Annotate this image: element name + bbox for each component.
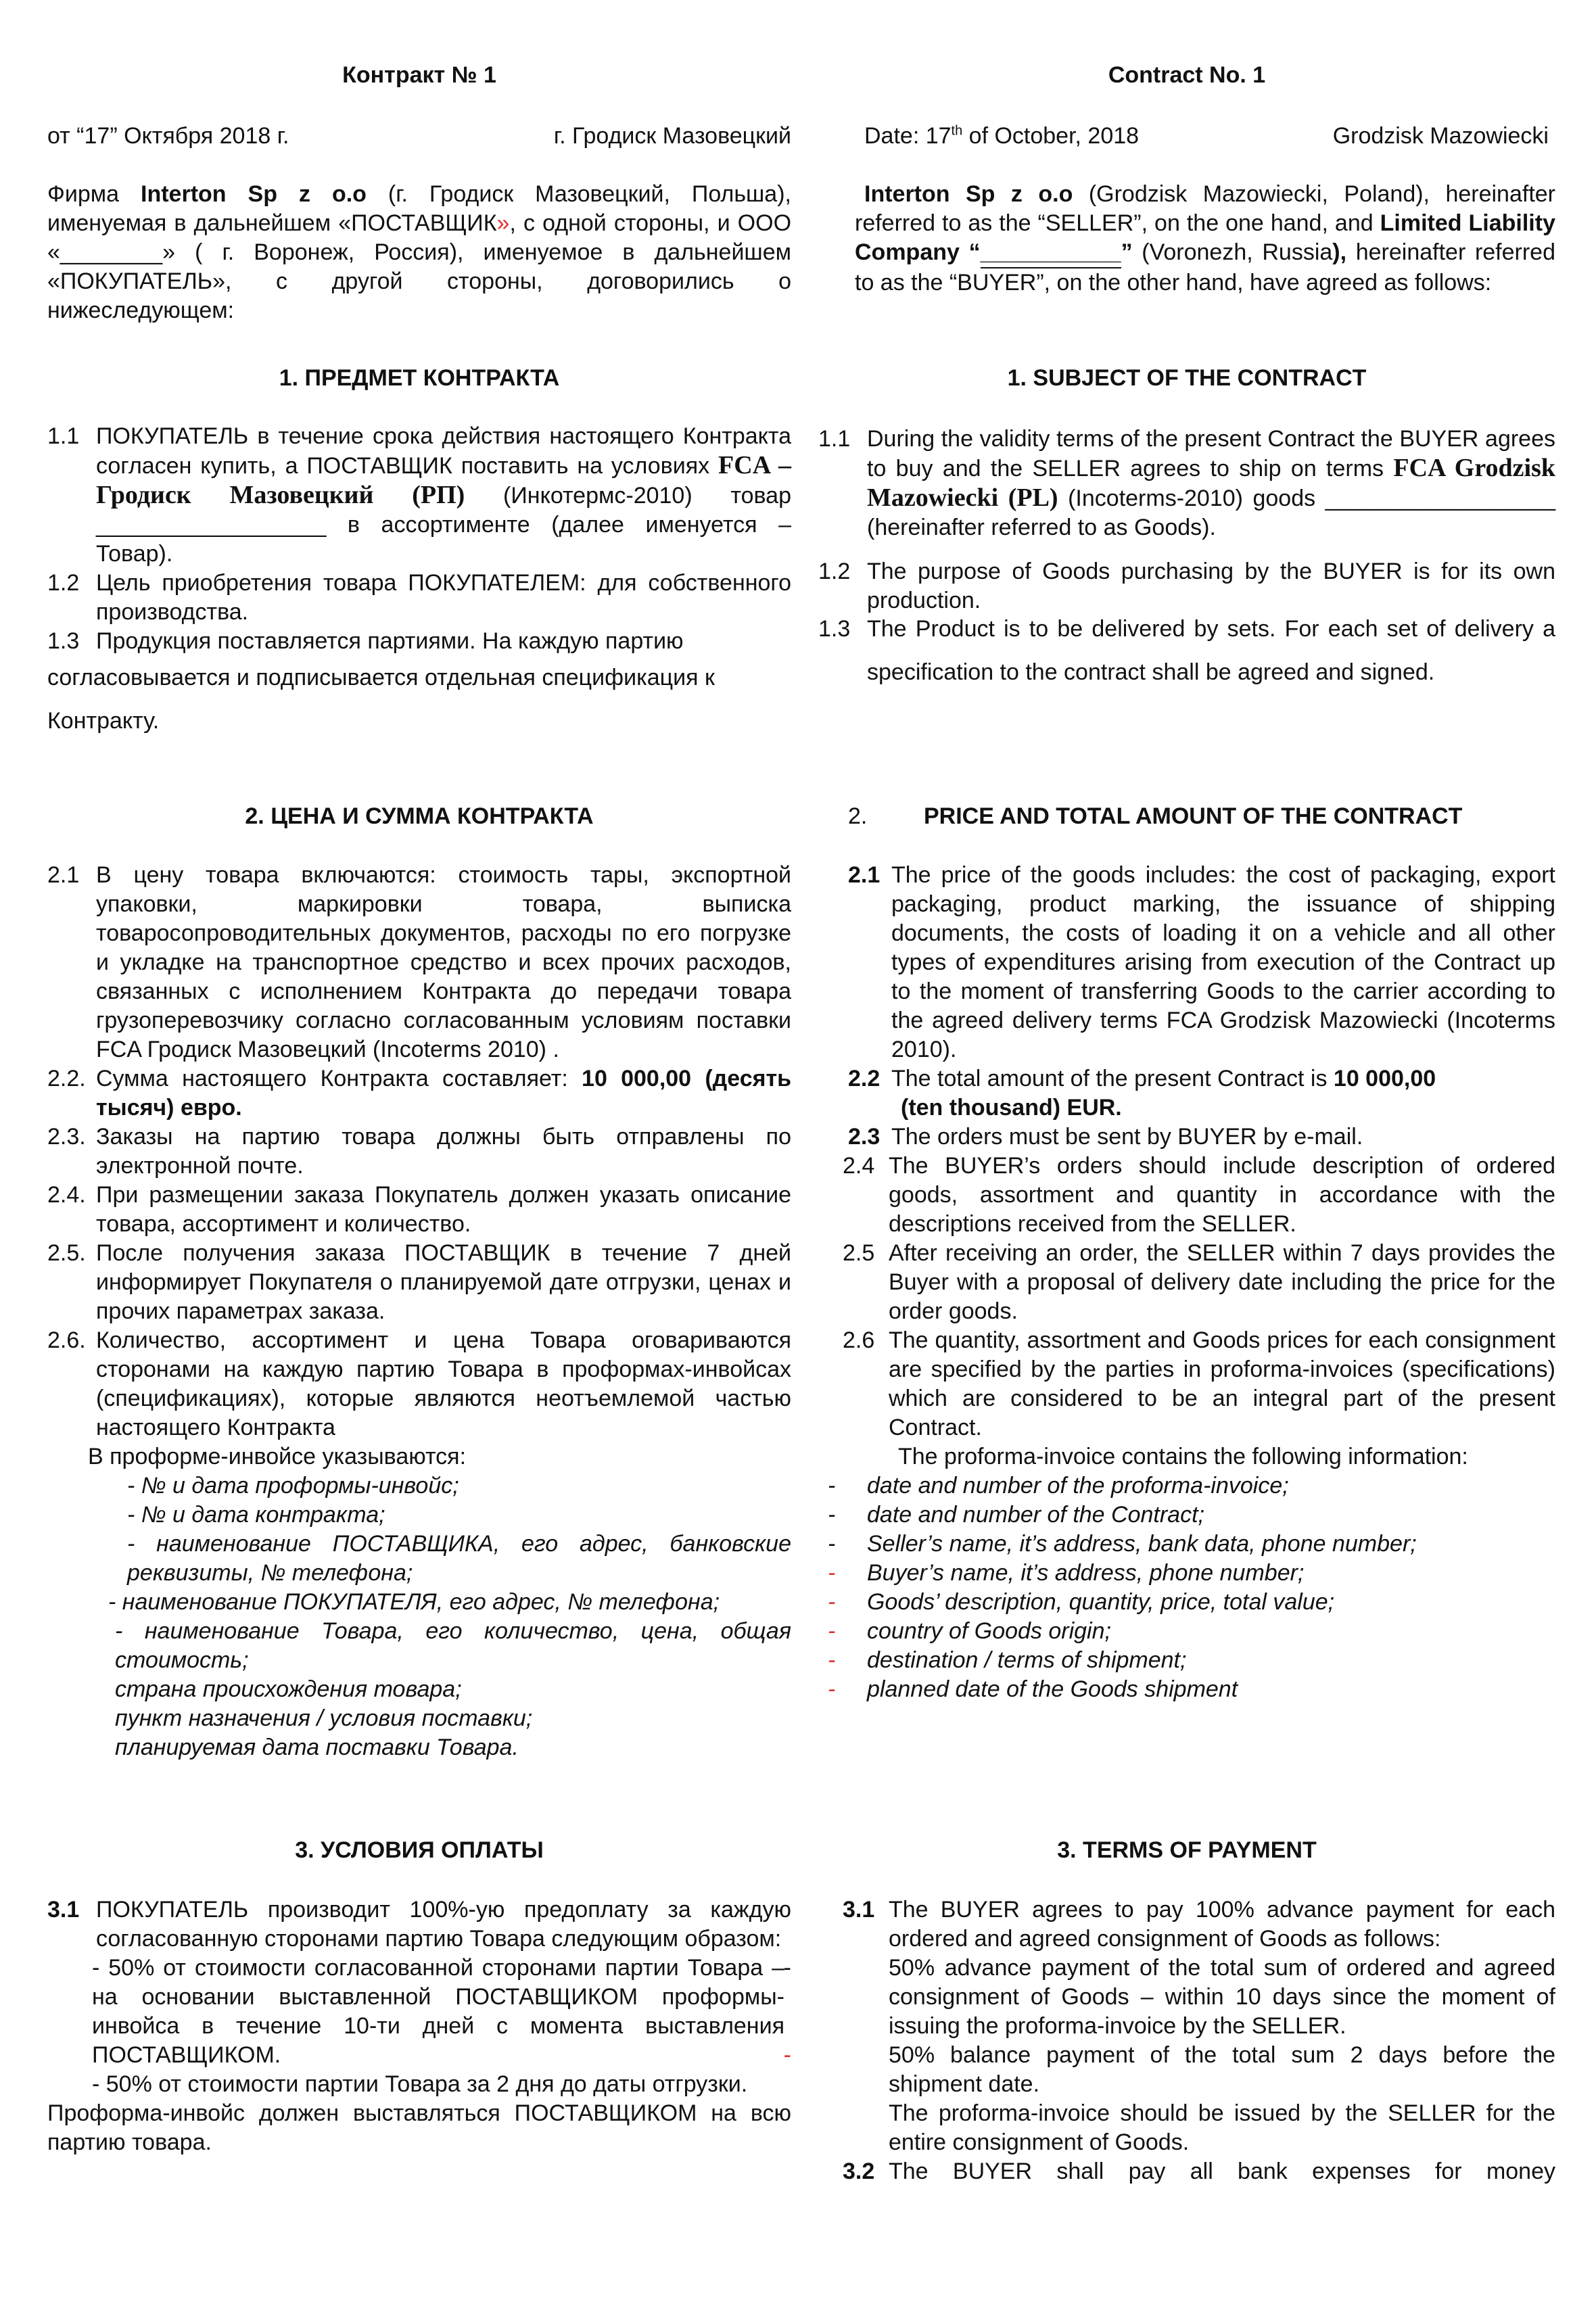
ru-city: г. Гродиск Мазовецкий	[553, 123, 791, 149]
ru-section3-heading: 3. УСЛОВИЯ ОПЛАТЫ	[295, 1837, 544, 1863]
en-proforma-item: - date and number of the Contract;	[828, 1502, 1204, 1528]
ru-payment-part1: - 50% от стоимости согласованной сторонами партии Товара – на основании выставленной ПОСТАВЩИКОМ проформы-инвойса в течение 10-ти дней с момента выставления ПОСТАВЩИКОМ. - -	[92, 1955, 791, 2068]
ru-item-2-4: 2.4. При размещении заказа Покупатель должен указать описание товара, ассортимент и количество.	[47, 1182, 791, 1237]
ru-item-2-6: 2.6. Количество, ассортимент и цена Товара оговариваются сторонами на каждую партию Товара в проформах-инвойсах (спецификациях), которые являются неотъемлемой частью настоящего Контракта	[47, 1327, 791, 1440]
ru-proforma-intro: В проформе-инвойсе указываются:	[88, 1444, 467, 1469]
ru-proforma-item: - наименование ПОКУПАТЕЛЯ, его адрес, № телефона;	[108, 1589, 720, 1615]
ru-payment-part2: - 50% от стоимости партии Товара за 2 дня до даты отгрузки.	[92, 2071, 748, 2097]
ru-proforma-item: страна происхождения товара;	[115, 1676, 462, 1702]
ru-date: от “17” Октября 2018 г.	[47, 123, 289, 149]
ru-contract-amount: 10 000,00 (десять тысяч) евро.	[96, 1066, 791, 1121]
en-proforma-item: - country of Goods origin;	[828, 1618, 1111, 1644]
en-section1	[818, 425, 1555, 694]
ru-item-1-3: 1.3 Продукция поставляется партиями. На каждую партию	[47, 628, 684, 654]
en-item-2-6: 2.6 The quantity, assortment and Goods prices for each consignment are specified by the parties in proforma-invoices (specifications) which are considered to be an integral part of the present Contract.	[843, 1327, 1555, 1440]
en-proforma-item: - Seller’s name, it’s address, bank data, phone number;	[828, 1531, 1417, 1557]
en-item-1-1: 1.1 During the validity terms of the present Contract the BUYER agrees to buy and the SELLER agrees to ship on terms FCA Grodzisk Mazowiecki (PL) (Incoterms-2010) goods __________________ (hereinafter referred to as Goods).	[818, 426, 1555, 540]
ru-proforma-item: - № и дата проформы-инвойс;	[127, 1473, 459, 1499]
ru-payment-note: Проформа-инвойс должен выставляться ПОСТАВЩИКОМ на всю партию товара.	[47, 2100, 791, 2155]
ru-section1	[47, 422, 791, 742]
en-section3	[818, 1895, 1555, 2186]
ru-proforma-item: пункт назначения / условия поставки;	[115, 1705, 533, 1731]
en-proforma-item: - planned date of the Goods shipment	[828, 1676, 1238, 1702]
ru-item-1-3-cont: согласовывается и подписывается отдельная спецификация к Контракту.	[47, 665, 715, 734]
ru-proforma-item: планируемая дата поставки Товара.	[115, 1735, 519, 1760]
en-section2	[818, 861, 1555, 1704]
ru-intro: Фирма Interton Sp z o.o (г. Гродиск Мазовецкий, Польша), именуемая в дальнейшем «ПОСТАВЩИК», с одной стороны, и ООО «________» ( г. Воронеж, Россия), именуемое в дальнейшем «ПОКУПАТЕЛЬ», с другой стороны, договорились о нижеследующем:	[47, 181, 792, 323]
en-payment-part2: 50% balance payment of the total sum 2 days before the shipment date.	[889, 2042, 1555, 2097]
ru-item-1-1: 1.1 ПОКУПАТЕЛЬ в течение срока действия настоящего Контракта согласен купить, а ПОСТАВЩИК поставить на условиях FCA – Гродиск Мазовецкий (РП) (Инкотермс-2010) товар __________________ в ассортименте (далее именуется – Товар).	[47, 423, 791, 567]
en-item-2-5: 2.5 After receiving an order, the SELLER within 7 days provides the Buyer with a proposal of delivery date including the price for the order goods.	[843, 1240, 1555, 1324]
ru-date-line	[47, 122, 791, 151]
en-section1-heading: 1. SUBJECT OF THE CONTRACT	[1007, 365, 1367, 391]
en-item-2-3: 2.3 The orders must be sent by BUYER by e-mail.	[848, 1124, 1363, 1150]
ru-section1-heading: 1. ПРЕДМЕТ КОНТРАКТА	[279, 365, 560, 391]
ru-title: Контракт № 1	[342, 62, 496, 88]
en-payment-note: The proforma-invoice should be issued by the SELLER for the entire consignment of Goods.	[889, 2100, 1555, 2155]
en-item-2-2: 2.2 The total amount of the present Contract is 10 000,00 (ten thousand) EUR.	[848, 1066, 1436, 1121]
en-item-1-2: 1.2 The purpose of Goods purchasing by the BUYER is for its own production.	[818, 559, 1555, 613]
ru-item-3-1: 3.1 ПОКУПАТЕЛЬ производит 100%-ую предоплату за каждую согласованную сторонами партию Товара следующим образом:	[47, 1897, 791, 1952]
en-proforma-intro: The proforma-invoice contains the following information:	[898, 1444, 1468, 1469]
en-proforma-item: - Goods’ description, quantity, price, total value;	[828, 1589, 1335, 1615]
en-item-3-2: 3.2 The BUYER shall pay all bank expenses for money	[843, 2159, 1555, 2184]
en-section2-heading: 2. PRICE AND TOTAL AMOUNT OF THE CONTRACT	[848, 803, 1463, 829]
en-title: Contract No. 1	[1108, 62, 1266, 88]
ru-item-2-3: 2.3. Заказы на партию товара должны быть отправлены по электронной почте.	[47, 1124, 791, 1179]
en-proforma-item: - Buyer’s name, it’s address, phone number;	[828, 1560, 1305, 1586]
en-date: Date: 17th of October, 2018	[864, 123, 1140, 149]
en-proforma-item: - destination / terms of shipment;	[828, 1647, 1187, 1673]
en-intro-company: Interton Sp z o.o	[864, 181, 1073, 207]
ru-intro-company: Interton Sp z o.o	[141, 181, 367, 207]
en-city: Grodzisk Mazowiecki	[1332, 123, 1549, 149]
en-payment-part1: 50% advance payment of the total sum of ordered and agreed consignment of Goods – within 10 days since the moment of issuing the proforma-invoice by the SELLER.	[889, 1955, 1555, 2039]
en-contract-amount: 10 000,00	[1333, 1066, 1436, 1091]
ru-section2-heading: 2. ЦЕНА И СУММА КОНТРАКТА	[245, 803, 594, 829]
en-item-3-1: 3.1 The BUYER agrees to pay 100% advance payment for each ordered and agreed consignment of Goods as follows:	[843, 1897, 1555, 1952]
ru-section3	[47, 1895, 791, 2157]
ru-section2	[47, 861, 791, 1762]
ru-proforma-item: - наименование Товара, его количество, цена, общая стоимость;	[115, 1618, 791, 1673]
en-date-line	[818, 122, 1555, 151]
ru-proforma-item: - № и дата контракта;	[127, 1502, 385, 1528]
ru-proforma-item: - наименование ПОСТАВЩИКА, его адрес, банковские реквизиты, № телефона;	[127, 1531, 791, 1586]
en-item-1-3: 1.3 The Product is to be delivered by sets. For each set of delivery a specification to the contract shall be agreed and signed.	[818, 616, 1555, 685]
en-intro: Interton Sp z o.o (Grodzisk Mazowiecki, Poland), hereinafter referred to as the “SELLER”, on the one hand, and Limited Liability Company “___________” (Voronezh, Russia), hereinafter referred to as the “BUYER”, on the other hand, have agreed as follows:	[855, 181, 1556, 296]
en-section3-heading: 3. TERMS OF PAYMENT	[1057, 1837, 1317, 1863]
en-item-2-1: 2.1 The price of the goods includes: the cost of packaging, export packaging, product marking, the issuance of shipping documents, the costs of loading it on a vehicle and all other types of expenditures arising from execution of the Contract up to the moment of transferring Goods to the carrier according to the agreed delivery terms FCA Grodzisk Mazowiecki (Incoterms 2010).	[848, 862, 1555, 1062]
ru-item-2-2: 2.2. Сумма настоящего Контракта составляет: 10 000,00 (десять тысяч) евро.	[47, 1066, 791, 1121]
en-item-2-4: 2.4 The BUYER’s orders should include description of ordered goods, assortment and quantity in accordance with the descriptions received from the SELLER.	[843, 1153, 1555, 1237]
ru-item-1-2: 1.2 Цель приобретения товара ПОКУПАТЕЛЕМ: для собственного производства.	[47, 570, 791, 625]
ru-item-2-5: 2.5. После получения заказа ПОСТАВЩИК в течение 7 дней информирует Покупателя о планируемой дате отгрузки, ценах и прочих параметрах заказа.	[47, 1240, 791, 1324]
en-proforma-item: - date and number of the proforma-invoice;	[828, 1473, 1289, 1499]
ru-item-2-1: 2.1 В цену товара включаются: стоимость тары, экспортной упаковки, маркировки товара, выписка товаросопроводительных документов, расходы по его погрузке и укладке на транспортное средство и всех прочих расходов, связанных с исполнением Контракта до передачи товара грузоперевозчику согласно согласованным условиям поставки FCA Гродиск Мазовецкий (Incoterms 2010) .	[47, 862, 791, 1062]
